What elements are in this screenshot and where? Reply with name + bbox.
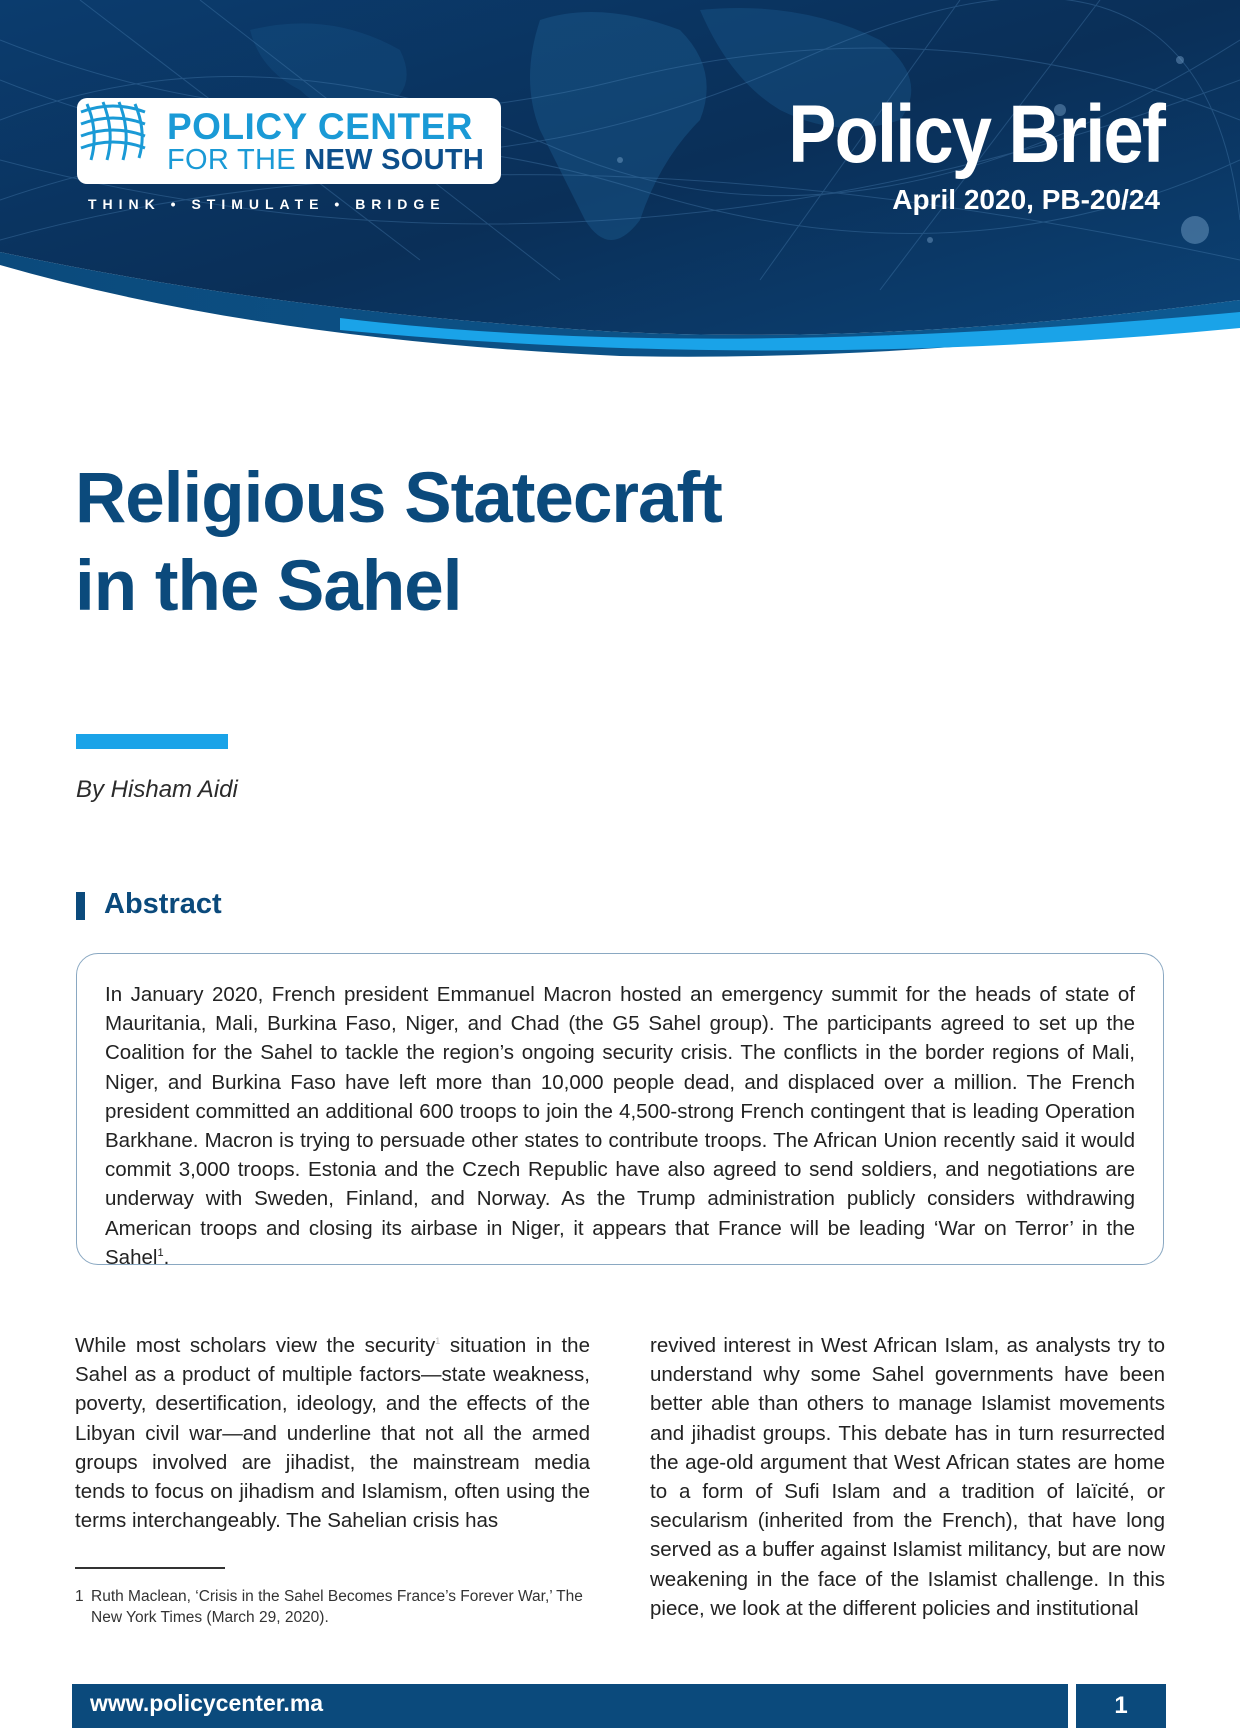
series-title: Policy Brief	[788, 89, 1164, 180]
title-line-2: in the Sahel	[75, 547, 462, 626]
page-number-box	[1076, 1684, 1166, 1728]
heading-marker	[76, 892, 85, 920]
footnote-ref[interactable]: 1	[435, 1336, 441, 1347]
globe-mesh-icon	[77, 98, 149, 164]
logo-subtitle-bold: NEW SOUTH	[304, 144, 485, 176]
footnote-ref[interactable]: 1	[157, 1247, 164, 1259]
title-line-1: Religious Statecraft	[75, 459, 722, 538]
logo-subtitle	[167, 144, 484, 177]
body-column-left	[75, 1331, 590, 1535]
document-title	[75, 455, 875, 631]
abstract-body: In January 2020, French president Emmanuel Macron hosted an emergency summit for the heads of state of Mauritania, Mali, Burkina Faso, Niger, and Chad (the G5 Sahel group). The participants agreed to set up the Coalition for the Sahel to tackle the region’s ongoing security crisis. The conflicts in the border regions of Mali, Niger, and Burkina Faso have left more than 10,000 people dead, and displaced over a million. The French president committed an additional 600 troops to join the 4,500-strong French contingent that is leading Operation Barkhane. Macron is trying to persuade other states to contribute troops. The African Union recently said it would commit 3,000 troops. Estonia and the Czech Republic have also agreed to send soldiers, and negotiations are underway with Sweden, Finland, and Norway. As the Trump administration publicly considers withdrawing American troops and closing its airbase in Niger, it appears that France will be leading ‘War on Terror’ in the Sahel	[105, 983, 1135, 1269]
footer-bar	[72, 1684, 1068, 1728]
footnote-number: 1	[75, 1588, 84, 1605]
footnote-divider	[75, 1567, 225, 1569]
logo-title: POLICY CENTER	[167, 106, 473, 147]
abstract-box	[76, 953, 1164, 1269]
abstract-end: .	[163, 1245, 170, 1269]
logo-tagline: THINK • STIMULATE • BRIDGE	[88, 196, 446, 212]
abstract-text	[105, 980, 1135, 1272]
page-number: 1	[1114, 1692, 1128, 1719]
publication-date-code: April 2020, PB-20/24	[892, 184, 1160, 215]
logo-subtitle-prefix: FOR THE	[167, 144, 305, 176]
logo[interactable]	[77, 98, 501, 184]
footnote	[75, 1586, 590, 1628]
body-text: situation in the Sahel as a product of multiple factors—state weakness, poverty, desertification, ideology, and the effects of the Libyan civil war—and underline that not all the armed groups involved are jihadist, the mainstream media tends to focus on jihadism and Islamism, often using the terms interchangeably. The Sahelian crisis has	[75, 1334, 590, 1533]
abstract-heading-label: Abstract	[104, 888, 222, 920]
author-byline: By Hisham Aidi	[76, 776, 238, 803]
title-accent-bar	[76, 734, 228, 749]
header-banner	[0, 0, 1240, 370]
website-link[interactable]: www.policycenter.ma	[90, 1690, 324, 1716]
body-column-right: revived interest in West African Islam, as analysts try to understand why some Sahel governments have been better able than others to manage Islamist movements and jihadist groups. This debate has in turn resurrected the age-old argument that West African states are home to a form of Sufi Islam and a tradition of laïcité, or secularism (inherited from the French), that have long served as a buffer against Islamist militancy, but are now weakening in the face of the Islamist challenge. In this piece, we look at the different policies and institutional	[650, 1334, 1165, 1620]
body-text: While most scholars view the security	[75, 1334, 436, 1357]
footnote-text: Ruth Maclean, ‘Crisis in the Sahel Becomes France’s Forever War,’ The New York Times (March 29, 2020).	[91, 1588, 583, 1626]
